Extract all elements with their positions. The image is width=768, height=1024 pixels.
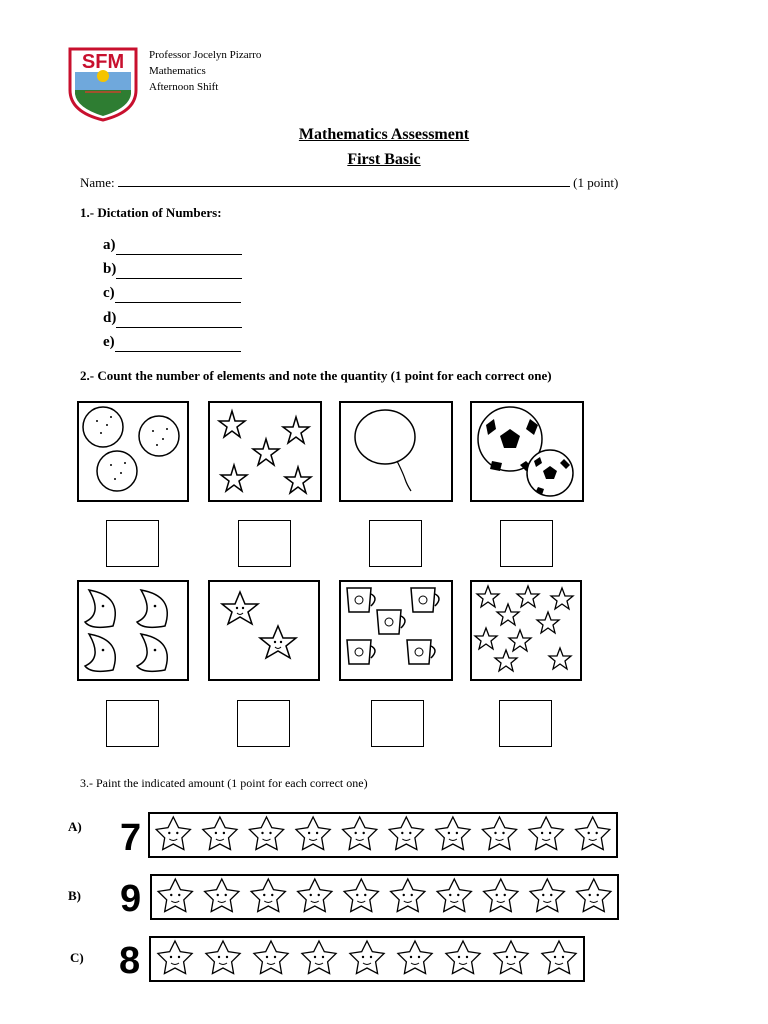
- dictation-item: c): [103, 285, 241, 303]
- smiling-star-icon[interactable]: [203, 817, 237, 850]
- smiling-star-icon[interactable]: [344, 879, 378, 912]
- cups-icon: [339, 580, 453, 681]
- section2-heading: 2.- Count the number of elements and note the quantity (1 point for each correct one): [80, 368, 552, 383]
- smiling-star-icon[interactable]: [446, 941, 480, 974]
- smiling-star-icon[interactable]: [576, 817, 610, 850]
- smiling-star-icon[interactable]: [298, 879, 332, 912]
- smiling-star-icon[interactable]: [482, 817, 516, 850]
- smiling-star-icon[interactable]: [156, 817, 190, 850]
- name-label: Name:: [80, 175, 115, 190]
- smiling-stars-icon: [208, 580, 320, 681]
- answer-box[interactable]: [371, 700, 424, 747]
- stars-icon: [208, 401, 322, 502]
- dictation-line[interactable]: [115, 334, 241, 352]
- row-letter: B): [68, 888, 81, 903]
- section3-heading: 3.- Paint the indicated amount (1 point for each correct one): [80, 776, 368, 790]
- dictation-item: b): [103, 261, 242, 279]
- moons-icon: [77, 580, 189, 681]
- smiling-star-icon[interactable]: [158, 879, 192, 912]
- page-title: Mathematics Assessment: [298, 126, 470, 143]
- page-subtitle: First Basic: [347, 151, 421, 168]
- row-letter: A): [68, 819, 82, 834]
- balloon-icon: [339, 401, 453, 502]
- smiling-star-icon[interactable]: [398, 941, 432, 974]
- smiling-star-icon[interactable]: [206, 941, 240, 974]
- subject-name: Mathematics: [149, 65, 206, 77]
- smiling-star-icon[interactable]: [530, 879, 564, 912]
- smiling-star-icon[interactable]: [391, 879, 425, 912]
- dictation-item: a): [103, 237, 242, 255]
- header-info: [149, 47, 261, 95]
- answer-box[interactable]: [499, 700, 552, 747]
- smiling-star-icon[interactable]: [529, 817, 563, 850]
- section1-heading: 1.- Dictation of Numbers:: [80, 205, 222, 220]
- smiling-star-icon[interactable]: [494, 941, 528, 974]
- answer-box[interactable]: [500, 520, 553, 567]
- star-strip: [148, 812, 618, 858]
- smiling-star-icon[interactable]: [577, 879, 611, 912]
- name-field[interactable]: [118, 174, 570, 187]
- smiling-star-icon[interactable]: [249, 817, 283, 850]
- shift-name: Afternoon Shift: [149, 81, 219, 93]
- dictation-line[interactable]: [116, 237, 242, 255]
- target-number: 7: [120, 817, 142, 859]
- smiling-star-icon[interactable]: [436, 817, 470, 850]
- target-number: 8: [119, 940, 141, 982]
- smiling-star-icon[interactable]: [389, 817, 423, 850]
- smiling-star-icon[interactable]: [302, 941, 336, 974]
- school-logo: [67, 46, 139, 122]
- dictation-line[interactable]: [116, 310, 242, 328]
- oranges-icon: [77, 401, 189, 502]
- name-points: (1 point): [573, 175, 619, 190]
- row-letter: C): [70, 950, 84, 965]
- name-line: [80, 174, 618, 191]
- star-strip: [150, 874, 619, 920]
- smiling-star-icon[interactable]: [254, 941, 288, 974]
- answer-box[interactable]: [106, 700, 159, 747]
- many-stars-icon: [470, 580, 582, 681]
- dictation-line[interactable]: [116, 261, 242, 279]
- target-number: 9: [120, 878, 142, 920]
- answer-box[interactable]: [237, 700, 290, 747]
- smiling-star-icon[interactable]: [158, 941, 192, 974]
- smiling-star-icon[interactable]: [437, 879, 471, 912]
- answer-box[interactable]: [238, 520, 291, 567]
- answer-box[interactable]: [106, 520, 159, 567]
- dictation-item: e): [103, 334, 241, 352]
- dictation-item: d): [103, 310, 242, 328]
- smiling-star-icon[interactable]: [350, 941, 384, 974]
- star-strip: [149, 936, 585, 982]
- dictation-line[interactable]: [115, 285, 241, 303]
- soccer-balls-icon: [470, 401, 584, 502]
- smiling-star-icon[interactable]: [205, 879, 239, 912]
- answer-box[interactable]: [369, 520, 422, 567]
- smiling-star-icon[interactable]: [343, 817, 377, 850]
- logo-text: SFM: [81, 51, 125, 73]
- smiling-star-icon[interactable]: [251, 879, 285, 912]
- teacher-name: Professor Jocelyn Pizarro: [149, 49, 262, 61]
- smiling-star-icon[interactable]: [296, 817, 330, 850]
- smiling-star-icon[interactable]: [484, 879, 518, 912]
- smiling-star-icon[interactable]: [542, 941, 576, 974]
